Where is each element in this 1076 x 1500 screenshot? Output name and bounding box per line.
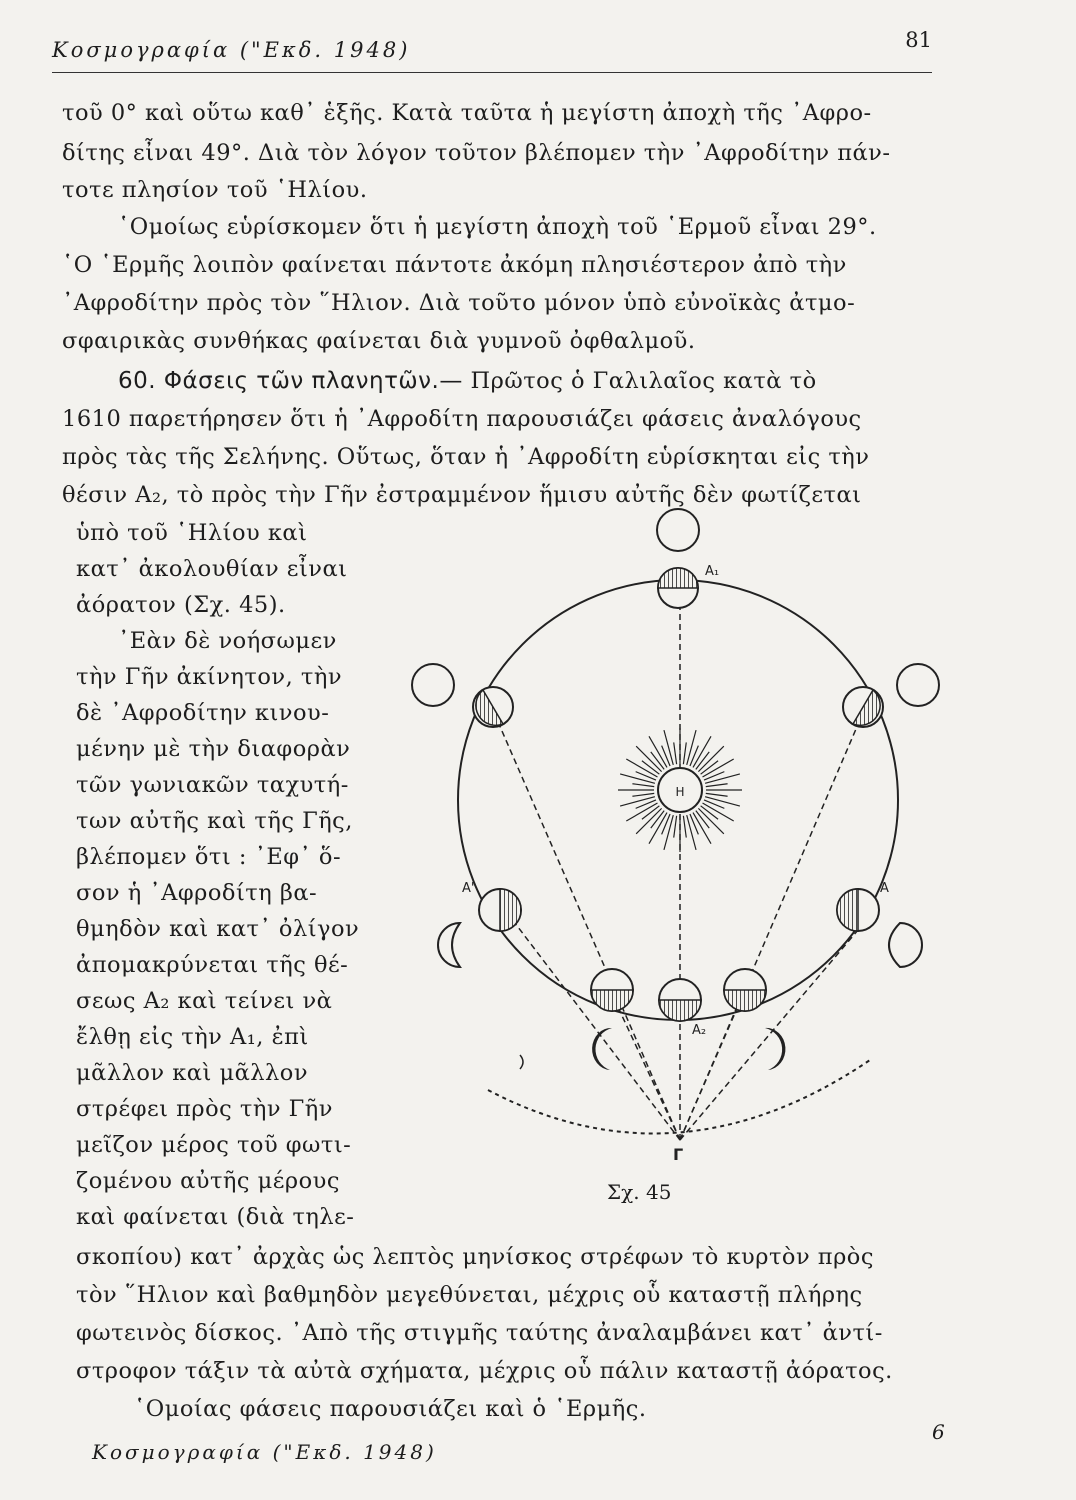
sun-ray xyxy=(683,816,686,838)
section-heading-line xyxy=(118,368,817,394)
column-line: μεῖζον μέρος τοῦ φωτι- xyxy=(76,1132,352,1158)
text-line: τοῦ 0° καὶ οὕτω καθ᾽ ἑξῆς. Κατὰ ταῦτα ἡ μεγίστη ἀποχὴ τῆς ᾿Αφρο- xyxy=(62,100,872,126)
figure-caption: Σχ. 45 xyxy=(607,1180,672,1204)
sun-ray xyxy=(632,793,654,796)
sun-ray xyxy=(705,797,740,806)
sun-ray xyxy=(674,742,677,764)
phase-thin-crescent xyxy=(520,1055,523,1069)
phase-gibbous-left xyxy=(412,664,454,706)
text-line: ῾Ομοίως εὑρίσκομεν ὅτι ἡ μεγίστη ἀποχὴ τοῦ ῾Ερμοῦ εἶναι 29°. xyxy=(118,214,877,240)
sun-ray xyxy=(620,774,655,783)
sun-ray xyxy=(683,742,686,764)
phase-half-right xyxy=(889,923,922,967)
section-heading-rest: Πρῶτος ὁ Γαλιλαῖος κατὰ τὸ xyxy=(470,368,817,394)
label-a-right: Α xyxy=(880,881,889,896)
text-line: δίτης εἶναι 49°. Διὰ τὸν λόγον τοῦτον βλέπομεν τὴν ᾿Αφροδίτην πάν- xyxy=(62,140,891,166)
section-heading: 60. Φάσεις τῶν πλανητῶν.— xyxy=(118,368,463,394)
sun-ray xyxy=(636,808,661,833)
sun-ray xyxy=(664,815,673,850)
sun-ray xyxy=(706,784,728,787)
text-line: ᾿Αφροδίτην πρὸς τὸν ῞Ηλιον. Διὰ τοῦτο μόνον ὑπὸ εὐνοϊκὰς ἀτμο- xyxy=(62,290,856,316)
column-line: δὲ ᾿Αφροδίτην κινου- xyxy=(76,700,330,726)
venus-position-upper-right xyxy=(843,687,883,727)
column-line: στρέφει πρὸς τὴν Γῆν xyxy=(76,1096,333,1122)
phase-crescent-right xyxy=(765,1028,785,1070)
running-head xyxy=(52,28,932,73)
column-line: σον ἡ ᾿Αφροδίτη βα- xyxy=(76,880,318,906)
venus-position-a1 xyxy=(658,568,698,608)
sun-ray xyxy=(687,815,696,850)
column-line: ὑπὸ τοῦ ῾Ηλίου καὶ xyxy=(76,520,308,546)
sun-ray xyxy=(664,730,673,765)
text-line: 1610 παρετήρησεν ὅτι ἡ ᾿Αφροδίτη παρουσιάζει φάσεις ἀναλόγους xyxy=(62,406,862,432)
text-line: θέσιν Α₂, τὸ πρὸς τὴν Γῆν ἐστραμμένον ἥμισυ αὐτῆς δὲν φωτίζεται xyxy=(62,482,862,508)
column-line: κατ᾽ ἀκολουθίαν εἶναι xyxy=(76,556,348,582)
sun-label: Η xyxy=(675,785,685,799)
running-title: Κοσμογραφία ("Εκδ. 1948) xyxy=(52,38,411,62)
sun-ray xyxy=(620,797,655,806)
venus-position-a2 xyxy=(659,979,701,1021)
sun-ray xyxy=(687,730,696,765)
venus-position-lower-left xyxy=(591,969,633,1011)
text-line: τοτε πλησίον τοῦ ῾Ηλίου. xyxy=(62,177,368,203)
venus-phases-diagram xyxy=(400,500,960,1210)
sun-ray xyxy=(705,774,740,783)
column-line: καὶ φαίνεται (διὰ τηλε- xyxy=(76,1204,355,1230)
column-line: μένην μὲ τὴν διαφορὰν xyxy=(76,736,351,762)
label-a-left: Α' xyxy=(462,881,475,896)
text-line: σκοπίου) κατ᾽ ἀρχὰς ὡς λεπτὸς μηνίσκος στρέφων τὸ κυρτὸν πρὸς xyxy=(76,1244,874,1270)
sun-ray xyxy=(698,746,723,771)
column-line: ἀπομακρύνεται τῆς θέ- xyxy=(76,952,349,978)
venus-position-a-left xyxy=(479,889,521,931)
earth-orbit-arc xyxy=(488,1060,870,1133)
label-earth: Γ xyxy=(673,1145,684,1164)
text-line: στροφον τάξιν τὰ αὐτὰ σχήματα, μέχρις οὗ πάλιν καταστῇ ἀόρατος. xyxy=(76,1358,893,1384)
column-line: μᾶλλον καὶ μᾶλλον xyxy=(76,1060,309,1086)
text-line: τὸν ῞Ηλιον καὶ βαθμηδὸν μεγεθύνεται, μέχρις οὗ καταστῇ πλήρης xyxy=(76,1282,863,1308)
text-line: ῾Ομοίας φάσεις παρουσιάζει καὶ ὁ ῾Ερμῆς. xyxy=(134,1396,647,1422)
column-line: ζομένου αὐτῆς μέρους xyxy=(76,1168,340,1194)
column-line: θμηδὸν καὶ κατ᾽ ὀλίγον xyxy=(76,916,360,942)
column-line: βλέπομεν ὅτι : ᾿Εφ᾽ ὅ- xyxy=(76,844,342,870)
page-number: 81 xyxy=(905,28,932,52)
venus-position-a-right xyxy=(837,889,879,931)
phase-full-disc xyxy=(657,509,699,551)
text-line: πρὸς τὰς τῆς Σελήνης. Οὕτως, ὅταν ἡ ᾿Αφροδίτη εὑρίσκηται εἰς τὴν xyxy=(62,444,870,470)
label-a1: Α₁ xyxy=(705,564,720,579)
text-line: σφαιρικὰς συνθήκας φαίνεται διὰ γυμνοῦ ὀφθαλμοῦ. xyxy=(62,328,696,354)
sight-lines xyxy=(495,590,875,1140)
text-line: φωτεινὸς δίσκος. ᾿Απὸ τῆς στιγμῆς ταύτης ἀναλαμβάνει κατ᾽ ἀντί- xyxy=(76,1320,883,1346)
label-a2: Α₂ xyxy=(692,1023,707,1038)
footer-title: Κοσμογραφία ("Εκδ. 1948) xyxy=(92,1440,437,1464)
column-line: τῶν γωνιακῶν ταχυτή- xyxy=(76,772,349,798)
column-line: σεως Α₂ καὶ τείνει νὰ xyxy=(76,988,333,1014)
sun-ray xyxy=(698,808,723,833)
sun-ray xyxy=(706,793,728,796)
phase-half-left xyxy=(438,923,460,967)
sun-ray xyxy=(632,784,654,787)
column-line: των αὐτῆς καὶ τῆς Γῆς, xyxy=(76,808,353,834)
column-line: ἔλθῃ εἰς τὴν Α₁, ἐπὶ xyxy=(76,1024,309,1050)
column-line: ἀόρατον (Σχ. 45). xyxy=(76,592,286,618)
venus-position-lower-right xyxy=(724,969,766,1011)
phase-gibbous-right xyxy=(897,664,939,706)
column-line: ᾿Εὰν δὲ νοήσωμεν xyxy=(118,628,337,654)
sun-ray xyxy=(636,746,661,771)
column-line: τὴν Γῆν ἀκίνητον, τὴν xyxy=(76,664,342,690)
signature-number: 6 xyxy=(932,1420,945,1444)
text-line: ῾Ο ῾Ερμῆς λοιπὸν φαίνεται πάντοτε ἀκόμη πλησιέστερον ἀπὸ τὴν xyxy=(62,252,847,278)
sun-ray xyxy=(674,816,677,838)
phase-crescent-left xyxy=(592,1028,612,1070)
venus-position-upper-left xyxy=(473,687,513,727)
